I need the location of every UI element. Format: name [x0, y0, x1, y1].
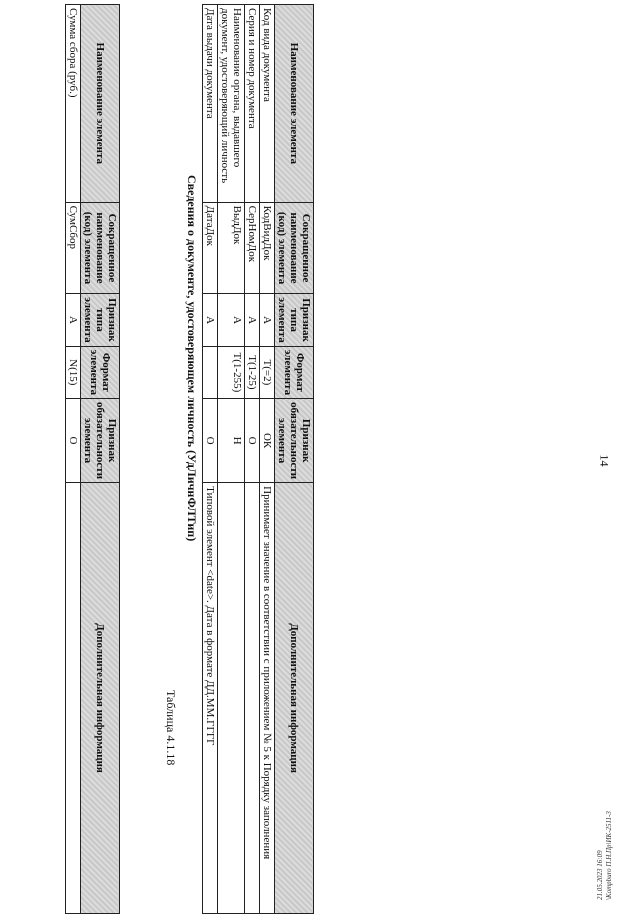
cell-info [218, 483, 245, 914]
table-row [203, 5, 218, 914]
table-header-row [81, 5, 120, 914]
col-header-code: Сокращенное наименование (код) элемента [81, 202, 120, 294]
cell-format: T(1-255) [218, 346, 245, 398]
table-caption: Сведения о документе, удостоверяющем личность (УдЛичнФЛТип) [185, 175, 199, 542]
page-number: 14 [597, 454, 612, 467]
cell-type: А [245, 294, 260, 346]
col-header-required: Признак обязательности элемента [275, 399, 314, 483]
col-header-info: Дополнительная информация [275, 483, 314, 914]
col-header-type: Признак типа элемента [81, 294, 120, 346]
cell-code: КодВидДок [260, 202, 275, 294]
cell-name: Дата выдачи документа [203, 5, 218, 203]
footer-stamp-line1: 21.05.2023 16:09 [596, 850, 604, 900]
cell-name: Наименование органа, выдавшего документ, удостоверяющий личность [218, 5, 245, 203]
cell-code: СумСбор [66, 202, 81, 294]
table-row [245, 5, 260, 914]
table-identity-document [202, 4, 314, 914]
cell-format: T(=2) [260, 346, 275, 398]
cell-info [66, 483, 81, 914]
col-header-code: Сокращенное наименование (код) элемента [275, 202, 314, 294]
cell-required: ОК [260, 399, 275, 483]
cell-name: Сумма сбора (руб.) [66, 5, 81, 203]
cell-name: Код вида документа [260, 5, 275, 203]
table-label: Таблица 4.1.18 [164, 690, 178, 766]
cell-format [203, 346, 218, 398]
table-row [218, 5, 245, 914]
cell-required: Н [218, 399, 245, 483]
cell-info [245, 483, 260, 914]
cell-code: ДатаДок [203, 202, 218, 294]
cell-required: О [203, 399, 218, 483]
cell-name: Серия и номер документа [245, 5, 260, 203]
cell-type: А [66, 294, 81, 346]
col-header-type: Признак типа элемента [275, 294, 314, 346]
cell-type: А [260, 294, 275, 346]
cell-type: А [203, 294, 218, 346]
cell-code: СерНомДок [245, 202, 260, 294]
table-header-row [275, 5, 314, 914]
col-header-required: Признак обязательности элемента [81, 398, 120, 482]
cell-info: Принимает значение в соответствии с приложением № 5 к Порядку заполнения [260, 483, 275, 914]
table-sum [65, 4, 120, 914]
cell-type: А [218, 294, 245, 346]
footer-stamp-line2: \Kompburo П.Н.Пр\ИК-2511-3 [605, 811, 613, 900]
cell-required: О [245, 399, 260, 483]
cell-format: T(1-25) [245, 346, 260, 398]
cell-required: О [66, 398, 81, 482]
col-header-format: Формат элемента [275, 346, 314, 398]
table-row [66, 5, 81, 914]
col-header-format: Формат элемента [81, 346, 120, 398]
col-header-info: Дополнительная информация [81, 483, 120, 914]
col-header-name: Наименование элемента [81, 5, 120, 203]
table-row [260, 5, 275, 914]
cell-format: N(15) [66, 346, 81, 398]
col-header-name: Наименование элемента [275, 5, 314, 203]
cell-info: Типовой элемент <date>. Дата в формате ДД.ММ.ГГГГ [203, 483, 218, 914]
cell-code: ВыдДок [218, 202, 245, 294]
